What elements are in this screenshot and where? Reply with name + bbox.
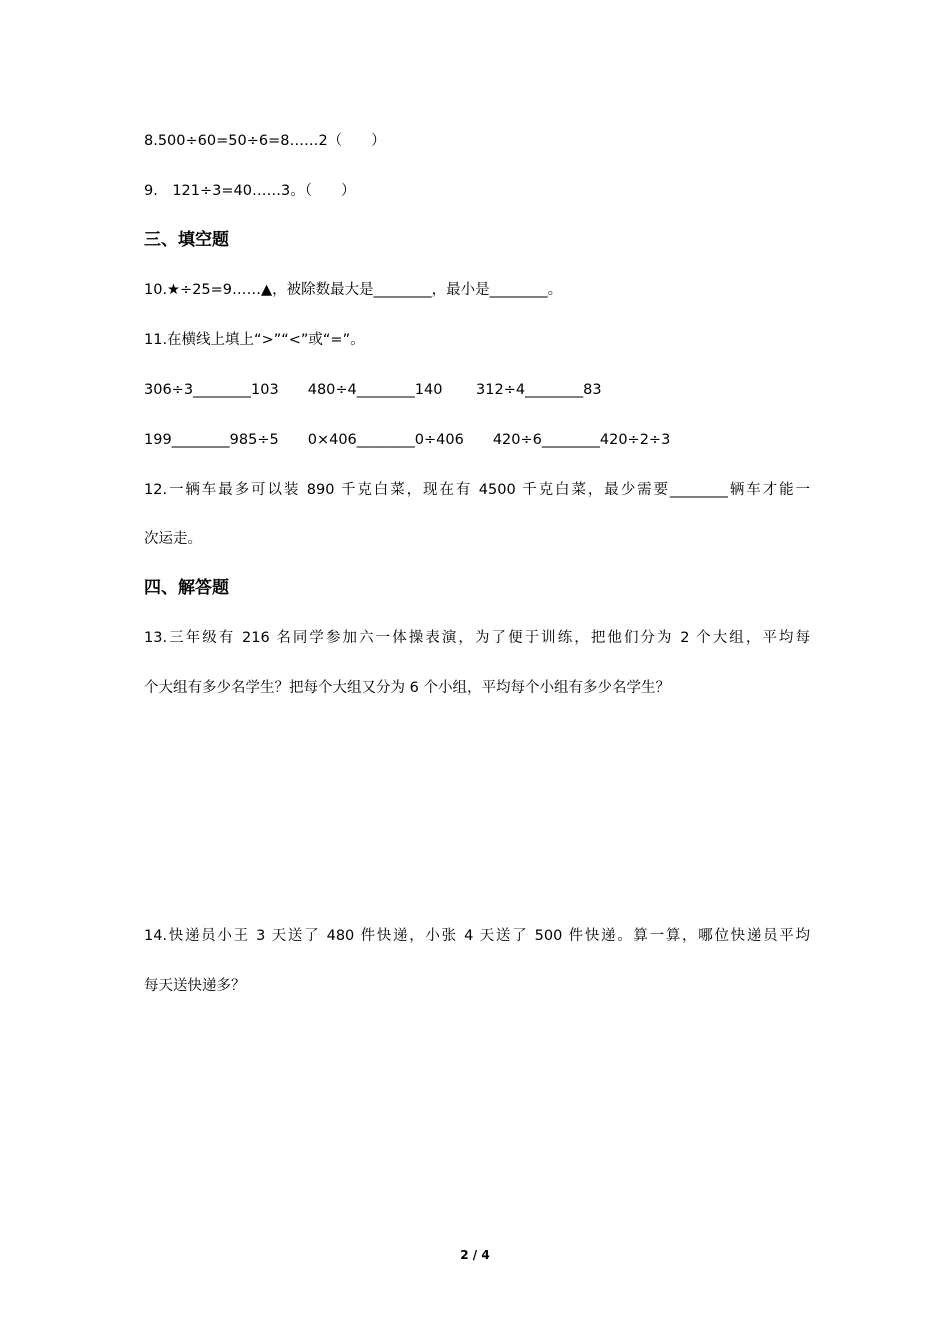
question-12-line-2: 次运走。 (144, 531, 202, 547)
question-13-line-1: 13.三年级有 216 名同学参加六一体操表演，为了便于训练，把他们分为 2 个大组，平均每 (144, 630, 810, 646)
question-14-line-2: 每天送快递多？ (144, 978, 246, 994)
question-9: 9. 121÷3=40……3。（ ） (144, 183, 356, 199)
question-10: 10.★÷25=9……▲，被除数最大是________，最小是________。 (144, 282, 563, 298)
page-number: 2 / 4 (460, 1248, 490, 1262)
question-14-line-1: 14.快递员小王 3 天送了 480 件快递，小张 4 天送了 500 件快递。算一算，哪位快递员平均 (144, 928, 810, 944)
question-12-line-1: 12.一辆车最多可以装 890 千克白菜，现在有 4500 千克白菜，最少需要________辆车才能一 (144, 482, 810, 498)
question-8: 8.500÷60=50÷6=8……2（ ） (144, 133, 386, 149)
question-11-row-1: 306÷3________103 480÷4________140 312÷4________83 (144, 382, 602, 398)
section-heading-solve: 四、解答题 (144, 578, 229, 598)
question-11: 11.在横线上填上“>”“<”或“=”。 (144, 332, 365, 348)
question-13-line-2: 个大组有多少名学生？把每个大组又分为 6 个小组，平均每个小组有多少名学生？ (144, 680, 670, 696)
question-11-row-2: 199________985÷5 0×406________0÷406 420÷6________420÷2÷3 (144, 432, 671, 448)
section-heading-fill-in: 三、填空题 (144, 230, 229, 250)
